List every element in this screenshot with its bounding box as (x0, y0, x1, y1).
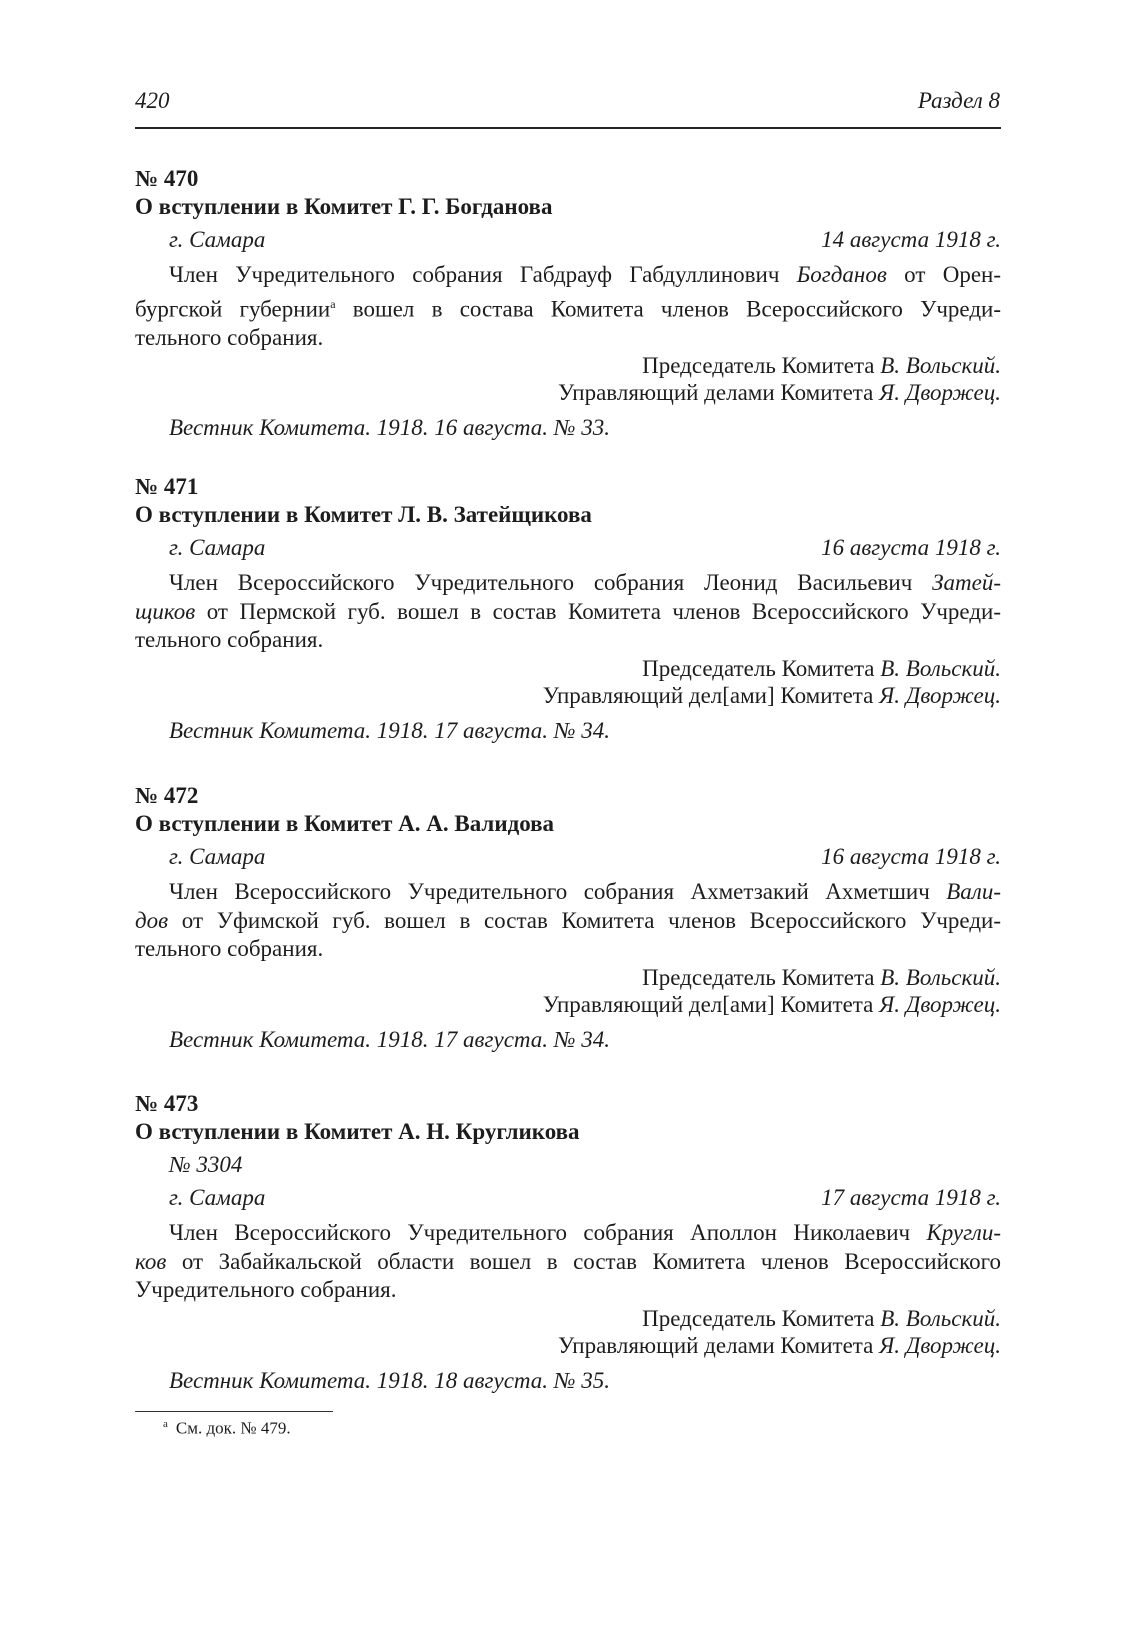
body-line (135, 1276, 1001, 1305)
section-title: Раздел 8 (917, 88, 1000, 113)
signature-role: Управляющий делами Комитета (558, 380, 880, 406)
document-place: г. Самара (169, 227, 266, 252)
footnote-mark: а (163, 1418, 168, 1430)
place-date (135, 843, 1001, 871)
signature-role: Председатель Комитета (642, 1305, 881, 1331)
signature-name: Я. Дворжец. (879, 1332, 1001, 1358)
place-date (135, 226, 1001, 254)
body-text: от Пермской губ. вошел в состав Комитета членов Всероссийского Учреди- (195, 598, 1001, 624)
signatures (135, 655, 1001, 709)
document-title: О вступлении в Комитет А. Н. Кругликова (135, 1119, 580, 1144)
signature (135, 1332, 1001, 1359)
body-line (135, 598, 1001, 627)
body-text: Член Учредительного собрания Габдрауф Габдуллинович (169, 262, 797, 287)
signature (135, 964, 1001, 991)
body-text: тельного собрания. (135, 936, 324, 961)
body-line (135, 290, 1001, 324)
body-text: Вали- (946, 879, 1001, 904)
signature-role: Управляющий дел[ами] Комитета (542, 682, 880, 708)
document-source: Вестник Комитета. 1918. 18 августа. № 35. (169, 1367, 610, 1393)
signature (135, 379, 1001, 406)
body-text: Затей- (932, 570, 1001, 595)
header-rule (135, 127, 1001, 129)
document-number: № 471 (135, 474, 199, 499)
body-text: от Уфимской губ. вошел в состав Комитета членов Всероссийского Учреди- (168, 907, 1001, 933)
document-title: О вступлении в Комитет Л. В. Затейщикова (135, 502, 592, 527)
body-text: щиков (135, 598, 196, 624)
signature-name: В. Вольский. (880, 964, 1001, 990)
place-date (135, 534, 1001, 562)
body-line (135, 1219, 1001, 1248)
document-entry (135, 165, 1001, 442)
document-date: 16 августа 1918 г. (821, 535, 1001, 560)
signature-role: Председатель Комитета (642, 353, 881, 379)
document-place: г. Самара (169, 844, 266, 869)
document-date: 16 августа 1918 г. (821, 844, 1001, 869)
body-text: вошел в состава Комитета членов Всероссийского Учреди- (335, 296, 1001, 322)
signature-role: Председатель Комитета (642, 964, 881, 990)
signature-name: Я. Дворжец. (879, 991, 1001, 1017)
signature (135, 655, 1001, 682)
document-body (135, 878, 1001, 964)
signatures (135, 1305, 1001, 1359)
signature-name: Я. Дворжец. (879, 380, 1001, 406)
footnote-ref: а (330, 296, 336, 311)
body-text: Учредительного собрания. (135, 1277, 397, 1302)
place-date (135, 1184, 1001, 1212)
body-line (135, 324, 1001, 353)
body-text: тельного собрания. (135, 324, 324, 350)
signatures (135, 964, 1001, 1018)
document-entry (135, 473, 1001, 745)
signature-name: Я. Дворжец. (879, 682, 1001, 708)
signatures (135, 352, 1001, 406)
document-date: 14 августа 1918 г. (821, 227, 1001, 252)
document-date: 17 августа 1918 г. (821, 1185, 1001, 1210)
signature-role: Управляющий дел[ами] Комитета (542, 991, 880, 1017)
document-place: г. Самара (169, 535, 266, 560)
document-number: № 472 (135, 783, 199, 808)
body-text: дов (135, 907, 169, 933)
body-line (135, 935, 1001, 964)
document-ref: № 3304 (169, 1152, 243, 1177)
signature-role: Управляющий делами Комитета (558, 1332, 880, 1358)
body-line (135, 878, 1001, 907)
body-line (135, 626, 1001, 655)
document-source: Вестник Комитета. 1918. 17 августа. № 34. (169, 717, 610, 743)
signature-role: Председатель Комитета (642, 655, 881, 681)
signature (135, 682, 1001, 709)
document-entry (135, 1090, 1001, 1395)
body-text: ков (135, 1248, 167, 1274)
document-entry (135, 782, 1001, 1054)
document-body (135, 569, 1001, 655)
signature-name: В. Вольский. (880, 655, 1001, 681)
signature (135, 991, 1001, 1018)
document-number: № 470 (135, 166, 199, 191)
body-text: Член Всероссийского Учредительного собрания Ахметзакий Ахметшич (169, 879, 947, 904)
body-text: от Забайкальской области вошел в состав Комитета членов Всероссийского (166, 1248, 1001, 1274)
footnote (163, 1418, 291, 1439)
signature (135, 1305, 1001, 1332)
body-line (135, 907, 1001, 936)
body-text: тельного собрания. (135, 627, 324, 652)
signature-name: В. Вольский. (880, 353, 1001, 379)
document-source: Вестник Комитета. 1918. 16 августа. № 33. (169, 415, 610, 441)
signature-name: В. Вольский. (880, 1305, 1001, 1331)
document-body (135, 1219, 1001, 1305)
document-title: О вступлении в Комитет Г. Г. Богданова (135, 194, 553, 219)
body-text: Член Всероссийского Учредительного собрания Аполлон Николаевич (169, 1220, 927, 1245)
body-text: Кругли- (926, 1220, 1001, 1245)
body-text: Член Всероссийского Учредительного собрания Леонид Васильевич (169, 570, 933, 595)
signature (135, 352, 1001, 379)
document-source: Вестник Комитета. 1918. 17 августа. № 34. (169, 1026, 610, 1052)
document-number: № 473 (135, 1091, 199, 1116)
footnote-rule (135, 1411, 333, 1412)
document-body (135, 261, 1001, 352)
footnote-text: См. док. № 479. (175, 1418, 291, 1438)
body-line (135, 261, 1001, 290)
page-number: 420 (135, 88, 170, 113)
body-line (135, 1248, 1001, 1277)
document-place: г. Самара (169, 1185, 266, 1210)
body-line (135, 569, 1001, 598)
body-text: Богданов (796, 262, 887, 287)
document-title: О вступлении в Комитет А. А. Валидова (135, 811, 555, 836)
body-text: бургской губернии (135, 296, 331, 322)
body-text: от Орен- (886, 262, 1001, 287)
